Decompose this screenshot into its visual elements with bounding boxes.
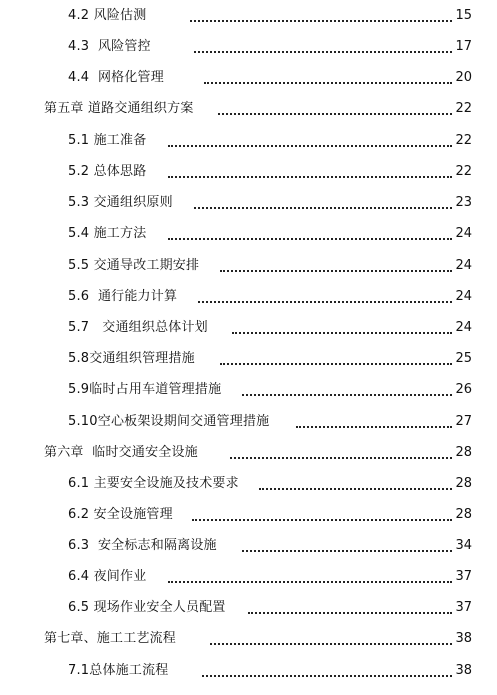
toc-page-number: 25 [455, 351, 472, 366]
toc-page-number: 20 [455, 70, 472, 85]
toc-entry[interactable] [0, 379, 497, 401]
toc-entry[interactable] [0, 473, 497, 495]
toc-page-number: 15 [455, 8, 472, 23]
toc-entry[interactable] [0, 504, 497, 526]
toc-entry[interactable] [0, 442, 497, 464]
toc-dot-leader [296, 426, 452, 428]
toc-entry[interactable] [0, 255, 497, 277]
toc-page-number: 28 [455, 507, 472, 522]
toc-dot-leader [202, 675, 452, 677]
toc-entry[interactable] [0, 36, 497, 58]
toc-section-title: 5.1 施工准备 [68, 133, 147, 148]
toc-chapter-title: 第五章 道路交通组织方案 [44, 101, 194, 116]
toc-entry[interactable] [0, 566, 497, 588]
toc-dot-leader [242, 394, 452, 396]
toc-section-title: 6.2 安全设施管理 [68, 507, 173, 522]
toc-entry[interactable] [0, 67, 497, 89]
toc-page-number: 23 [455, 195, 472, 210]
toc-entry[interactable] [0, 161, 497, 183]
toc-page-number: 38 [455, 663, 472, 678]
toc-section-title: 7.1总体施工流程 [68, 663, 169, 678]
toc-page-number: 28 [455, 445, 472, 460]
toc-entry[interactable] [0, 5, 497, 27]
toc-page-number: 24 [455, 226, 472, 241]
toc-chapter-title: 第七章、施工工艺流程 [44, 631, 177, 646]
toc-section-title: 5.7 交通组织总体计划 [68, 320, 208, 335]
toc-dot-leader [168, 176, 452, 178]
toc-dot-leader [220, 270, 452, 272]
toc-section-title: 5.3 交通组织原则 [68, 195, 173, 210]
toc-dot-leader [168, 581, 452, 583]
toc-section-title: 4.2 风险估测 [68, 8, 147, 23]
toc-section-title: 5.9临时占用车道管理措施 [68, 382, 222, 397]
toc-page-number: 24 [455, 289, 472, 304]
toc-page-number: 22 [455, 164, 472, 179]
toc-page-number: 37 [455, 600, 472, 615]
toc-section-title: 6.1 主要安全设施及技术要求 [68, 476, 239, 491]
toc-dot-leader [168, 145, 452, 147]
toc-dot-leader [220, 363, 452, 365]
toc-section-title: 4.4 网格化管理 [68, 70, 164, 85]
toc-dot-leader [190, 20, 452, 22]
toc-section-title: 5.2 总体思路 [68, 164, 147, 179]
toc-page-number: 22 [455, 101, 472, 116]
toc-page-number: 27 [455, 414, 472, 429]
toc-entry[interactable] [0, 348, 497, 370]
toc-entry[interactable] [0, 660, 497, 682]
toc-page-number: 28 [455, 476, 472, 491]
toc-dot-leader [194, 207, 452, 209]
toc-entry[interactable] [0, 411, 497, 433]
toc-section-title: 5.5 交通导改工期安排 [68, 258, 200, 273]
toc-section-title: 6.5 现场作业安全人员配置 [68, 600, 226, 615]
toc-entry[interactable] [0, 286, 497, 308]
toc-entry[interactable] [0, 130, 497, 152]
toc-dot-leader [248, 612, 452, 614]
toc-entry[interactable] [0, 628, 497, 650]
toc-dot-leader [210, 643, 452, 645]
toc-page-number: 22 [455, 133, 472, 148]
toc-section-title: 5.6 通行能力计算 [68, 289, 178, 304]
toc-page-number: 37 [455, 569, 472, 584]
toc-dot-leader [230, 457, 452, 459]
toc-page-number: 24 [455, 320, 472, 335]
toc-dot-leader [168, 238, 452, 240]
toc-chapter-title: 第六章 临时交通安全设施 [44, 445, 198, 460]
toc-entry[interactable] [0, 192, 497, 214]
toc-section-title: 5.8交通组织管理措施 [68, 351, 195, 366]
toc-section-title: 6.4 夜间作业 [68, 569, 147, 584]
toc-entry[interactable] [0, 98, 497, 120]
toc-page-number: 24 [455, 258, 472, 273]
toc-dot-leader [242, 550, 452, 552]
toc-page-number: 26 [455, 382, 472, 397]
toc-dot-leader [194, 51, 452, 53]
toc-dot-leader [232, 332, 452, 334]
toc-dot-leader [192, 519, 452, 521]
toc-entry[interactable] [0, 223, 497, 245]
toc-page-number: 17 [455, 39, 472, 54]
toc-dot-leader [204, 82, 452, 84]
toc-entry[interactable] [0, 317, 497, 339]
toc-section-title: 5.10空心板架设期间交通管理措施 [68, 414, 270, 429]
toc-section-title: 5.4 施工方法 [68, 226, 147, 241]
toc-page-number: 38 [455, 631, 472, 646]
toc-dot-leader [259, 488, 452, 490]
toc-dot-leader [218, 113, 452, 115]
toc-entry[interactable] [0, 535, 497, 557]
toc-page-number: 34 [455, 538, 472, 553]
toc-section-title: 6.3 安全标志和隔离设施 [68, 538, 217, 553]
toc-section-title: 4.3 风险管控 [68, 39, 151, 54]
toc-dot-leader [198, 301, 452, 303]
toc-entry[interactable] [0, 597, 497, 619]
